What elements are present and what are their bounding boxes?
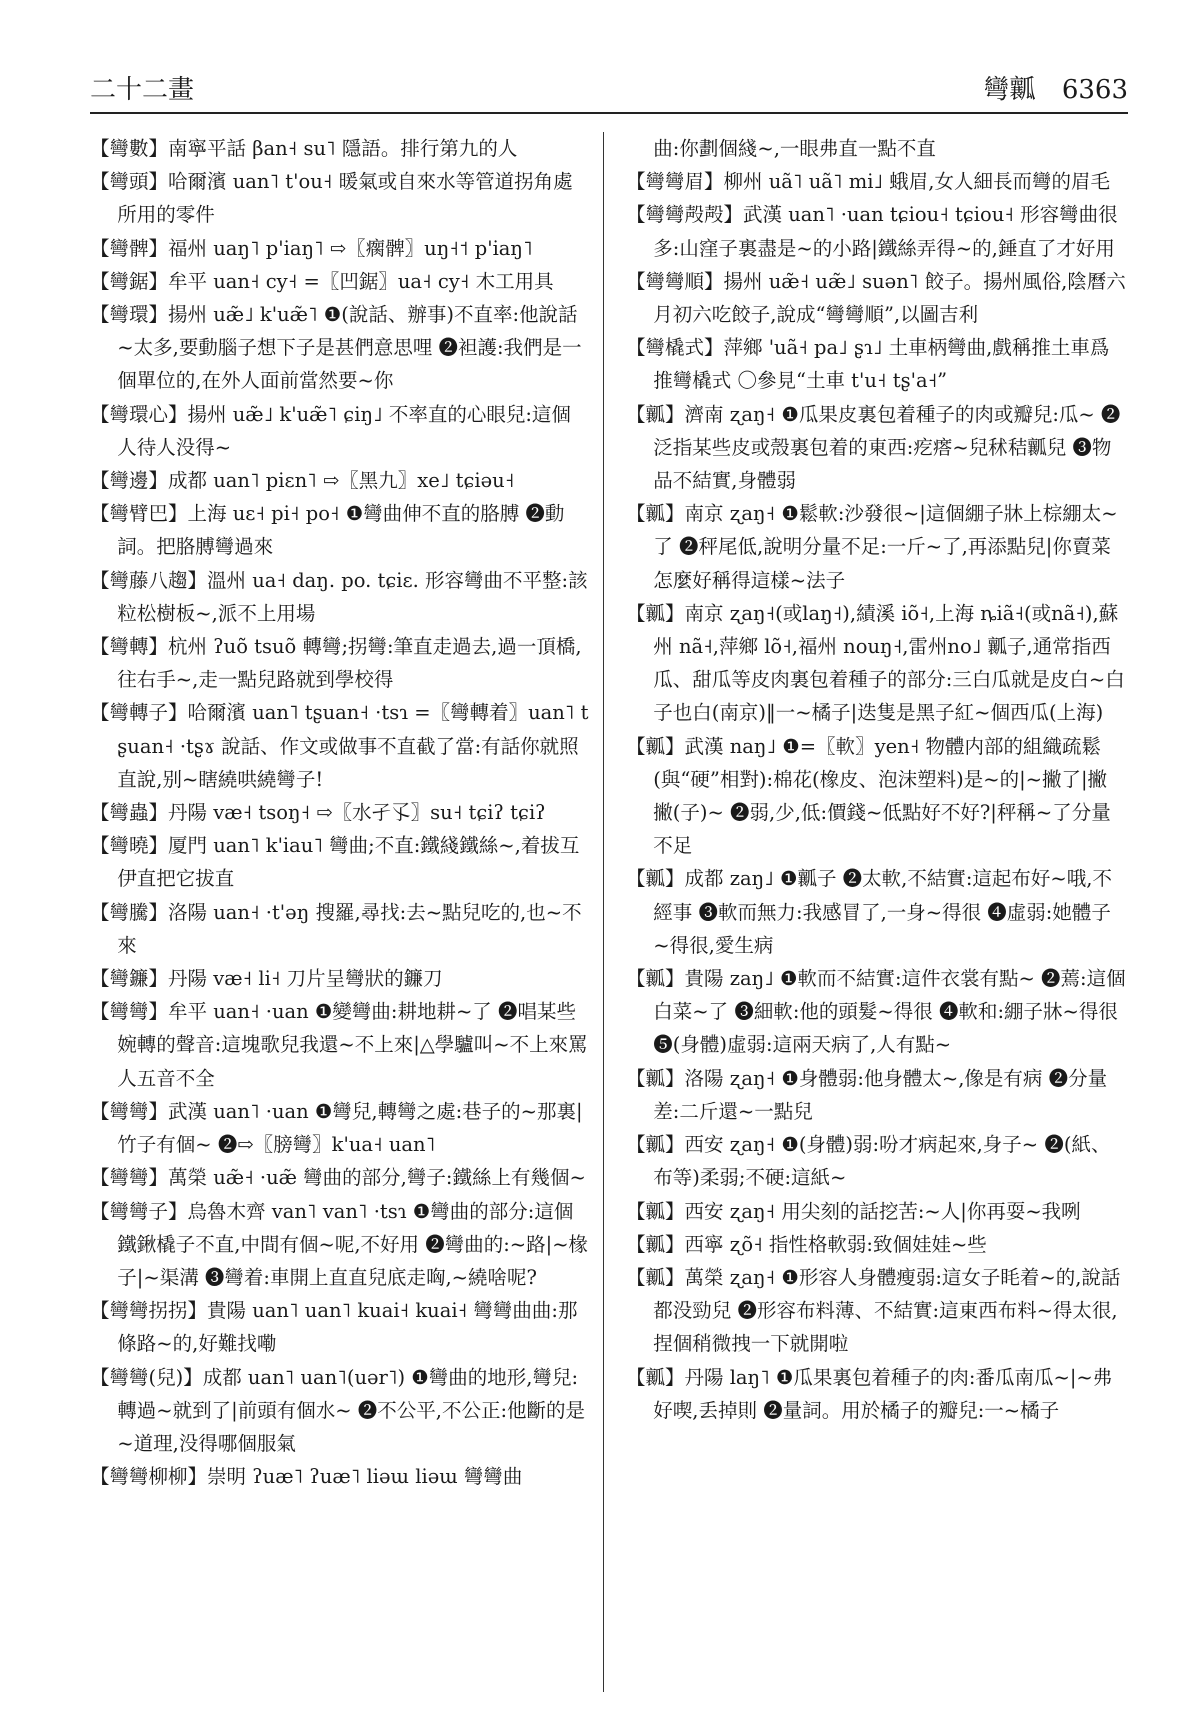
dictionary-entry: 【彎藤八趨】溫州 ua˧ daŋ. po. tɕiɛ. 形容彎曲不平整:該粒松樹板~,派不上用場 (90, 568, 588, 625)
dictionary-entry: 【彎橇式】萍鄉 'uã˧ pa˩ ʂɿ˩ 土車柄彎曲,戲稱推土車爲推彎橇式 〇參見“土車 t'u˧ tʂ'a˧” (626, 336, 1110, 393)
dictionary-entry: 【彎臂巴】上海 uɛ˧ pi˧ po˧ ❶彎曲伸不直的胳膊 ❷動詞。把胳膊彎過來 (90, 502, 565, 559)
dictionary-entry: 【彎轉子】哈爾濱 uan˥ tʂuan˧ ·tsɿ =〖彎轉着〗uan˥ tʂuan˧ ·tʂɤ 說話、作文或做事不直截了當:有話你就照直說,别~瞎繞哄繞彎子! (90, 701, 589, 791)
dictionary-entry: 【彎彎(兒)】成都 uan˥ uan˥(uər˥) ❶彎曲的地形,彎兒:轉過~就到了|前頭有個水~ ❷不公平,不公正:他斷的是~道理,没得哪個服氣 (90, 1365, 586, 1455)
header-right (966, 69, 1128, 106)
dictionary-entry: 【彎彎順】揚州 uæ̃˧ uæ̃˩ suən˥ 餃子。揚州風俗,陰曆六月初六吃餃子,說成“彎彎順”,以圖吉利 (626, 269, 1126, 327)
dictionary-entry: 【彎曉】厦門 uan˥ k'iau˥ 彎曲;不直:鐵綫鐵絲~,着拔互伊直把它拔直 (90, 834, 580, 891)
dictionary-entry: 【瓤】武漢 naŋ˩ ❶=〖軟〗yen˧ 物體内部的組織疏鬆(與“硬”相對):棉花(橡皮、泡沫塑料)是~的|~撇了|撇撇(子)~ ❷弱,少,低:價錢~低點好不好?|秤稱~了分量不足 (626, 734, 1111, 858)
dictionary-entry: 【彎鋸】牟平 uan˧ cy˧ =〖凹鋸〗ua˧ cy˧ 木工用具 (90, 269, 554, 293)
dictionary-entry: 【彎彎】萬榮 uæ̃˧ ·uæ̃ 彎曲的部分,彎子:鐵絲上有幾個~ (90, 1166, 586, 1190)
column-divider (603, 132, 604, 1692)
dictionary-entry: 【瓤】南京 ʐaŋ˧(或laŋ˧),績溪 iõ˧,上海 ȵiã˧(或nã˧),蘇州 nã˧,萍鄉 lõ˧,福州 nouŋ˧,雷州no˩ 瓤子,通常指西瓜、甜瓜等皮肉裏包着種子的部分:三白瓜就是皮白~白子也白(南京)‖一~橘子|迭隻是黑子紅~個西瓜(上海) (626, 601, 1125, 725)
dictionary-entry: 【彎彎】牟平 uan˧ ·uan ❶變彎曲:耕地耕~了 ❷唱某些婉轉的聲音:這塊歌兒我還~不上來|△學驢叫~不上來罵人五音不全 (90, 1000, 588, 1090)
page-header (90, 72, 1128, 114)
dictionary-entry: 【瓤】西安 ʐaŋ˧ 用尖刻的話挖苦:~人|你再耍~我咧 (626, 1199, 1081, 1223)
page-number: 6363 (1061, 75, 1128, 105)
dictionary-entry: 【彎彎子】烏魯木齊 van˥ van˥ ·tsɿ ❶彎曲的部分:這個鐵鍬橇子不直,中間有個~呢,不好用 ❷彎曲的:~路|~椽子|~渠溝 ❸彎着:車開上直直兒底走哅,~繞啥呢? (90, 1199, 589, 1289)
dictionary-entry: 【彎髀】福州 uaŋ˥ p'iaŋ˥ ⇨〖瘸髀〗uŋ˧˦ p'iaŋ˥ (90, 236, 533, 260)
dictionary-entry: 【彎騰】洛陽 uan˧ ·t'əŋ 搜羅,尋找:去~點兒吃的,也~不來 (90, 900, 582, 957)
section-title: 二十二畫 (90, 75, 195, 105)
right-column (626, 132, 1126, 1702)
dictionary-entry: 【彎彎柳柳】崇明 ʔuæ˥ ʔuæ˥ liəɯ liəɯ 彎彎曲 (90, 1465, 523, 1489)
dictionary-entry: 【彎彎殸殸】武漢 uan˥ ·uan tɕiou˧ tɕiou˧ 形容彎曲很多:山窪子裏盡是~的小路|鐵絲弄得~的,錘直了才好用 (626, 203, 1118, 260)
dictionary-entry: 【彎鐮】丹陽 væ˧ li˧ 刀片呈彎狀的鐮刀 (90, 967, 443, 991)
dictionary-entry: 【彎頭】哈爾濱 uan˥ t'ou˧ 暖氣或自來水等管道拐角處所用的零件 (90, 170, 573, 227)
dictionary-entry: 【彎彎拐拐】貴陽 uan˥ uan˥ kuai˧ kuai˧ 彎彎曲曲:那條路~的,好難找嘞 (90, 1299, 578, 1356)
dictionary-entry: 【彎彎眉】柳州 uã˥ uã˥ mi˩ 蛾眉,女人細長而彎的眉毛 (626, 170, 1110, 194)
dictionary-entry: 【彎環心】揚州 uæ̃˩ k'uæ̃˥ ɕiŋ˩ 不率直的心眼兒:這個人待人没得~ (90, 402, 571, 459)
dictionary-entry: 【瓤】貴陽 zaŋ˩ ❶軟而不結實:這件衣裳有點~ ❷蔫:這個白菜~了 ❸細軟:他的頭髮~得很 ❹軟和:綳子牀~得很 ❺(身體)虛弱:這兩天病了,人有點~ (626, 967, 1126, 1057)
dictionary-entry: 【彎彎】武漢 uan˥ ·uan ❶彎兒,轉彎之處:巷子的~那裏|竹子有個~ ❷⇨〖膀彎〗k'ua˧ uan˥ (90, 1099, 583, 1157)
headwords: 彎瓤 (983, 75, 1036, 105)
dictionary-entry: 【彎蟲】丹陽 væ˧ tsoŋ˧ ⇨〖水孑孓〗su˧ tɕiʔ tɕiʔ (90, 801, 546, 825)
dictionary-entry: 【彎轉】杭州 ʔuõ tsuõ 轉彎;拐彎:筆直走過去,過一頂橋,往右手~,走一點兒路就到學校得 (90, 635, 582, 692)
dictionary-entry: 【彎環】揚州 uæ̃˩ k'uæ̃˥ ❶(說話、辦事)不直率:他說話~太多,要動腦子想下子是甚們意思哩 ❷袒護:我們是一個單位的,在外人面前當然要~你 (90, 303, 582, 393)
dictionary-entry: 【瓤】成都 zaŋ˩ ❶瓤子 ❷太軟,不結實:這起布好~哦,不經事 ❸軟而無力:我感冒了,一身~得很 ❹虛弱:她體子~得很,愛生病 (626, 867, 1112, 957)
dictionary-entry: 【瓤】丹陽 laŋ˥ ❶瓜果裏包着種子的肉:番瓜南瓜~|~弗好喫,丢掉則 ❷量詞。用於橘子的瓣兒:一~橘子 (626, 1365, 1113, 1422)
dictionary-entry-continued: 曲:你劃個綫~,一眼弗直一點不直 (653, 137, 936, 160)
dictionary-entry: 【彎邊】成都 uan˥ piɛn˥ ⇨〖黑九〗xe˩ tɕiəu˧ (90, 469, 515, 493)
dictionary-entry: 【瓤】濟南 ʐaŋ˧ ❶瓜果皮裏包着種子的肉或瓣兒:瓜~ ❷泛指某些皮或殼裏包着的東西:疙瘩~兒秫秸瓤兒 ❸物品不結實,身體弱 (626, 402, 1121, 493)
dictionary-entry: 【瓤】南京 ʐaŋ˧ ❶鬆軟:沙發很~|這個綳子牀上棕綳太~了 ❷秤尾低,說明分量不足:一斤~了,再添點兒|你賣菜怎麼好稱得這樣~法子 (626, 502, 1118, 592)
dictionary-entry: 【瓤】萬榮 ʐaŋ˧ ❶形容人身體瘦弱:這女子眊着~的,說話都没勁兒 ❷形容布料薄、不結實:這東西布料~得太很,捏個稍微拽一下就開啦 (626, 1265, 1121, 1356)
dictionary-entry: 【瓤】西安 ʐaŋ˧ ❶(身體)弱:吩才病起來,身子~ ❷(紙、布等)柔弱;不硬:這紙~ (626, 1133, 1111, 1190)
left-column (90, 132, 590, 1702)
dictionary-entry: 【彎數】南寧平話 βan˧ su˥ 隱語。排行第九的人 (90, 137, 518, 160)
dictionary-entry: 【瓤】洛陽 ʐaŋ˧ ❶身體弱:他身體太~,像是有病 ❷分量差:二斤還~一點兒 (626, 1066, 1108, 1123)
dictionary-entry: 【瓤】西寧 ʐõ˧ 指性格軟弱:致個娃娃~些 (626, 1232, 987, 1256)
